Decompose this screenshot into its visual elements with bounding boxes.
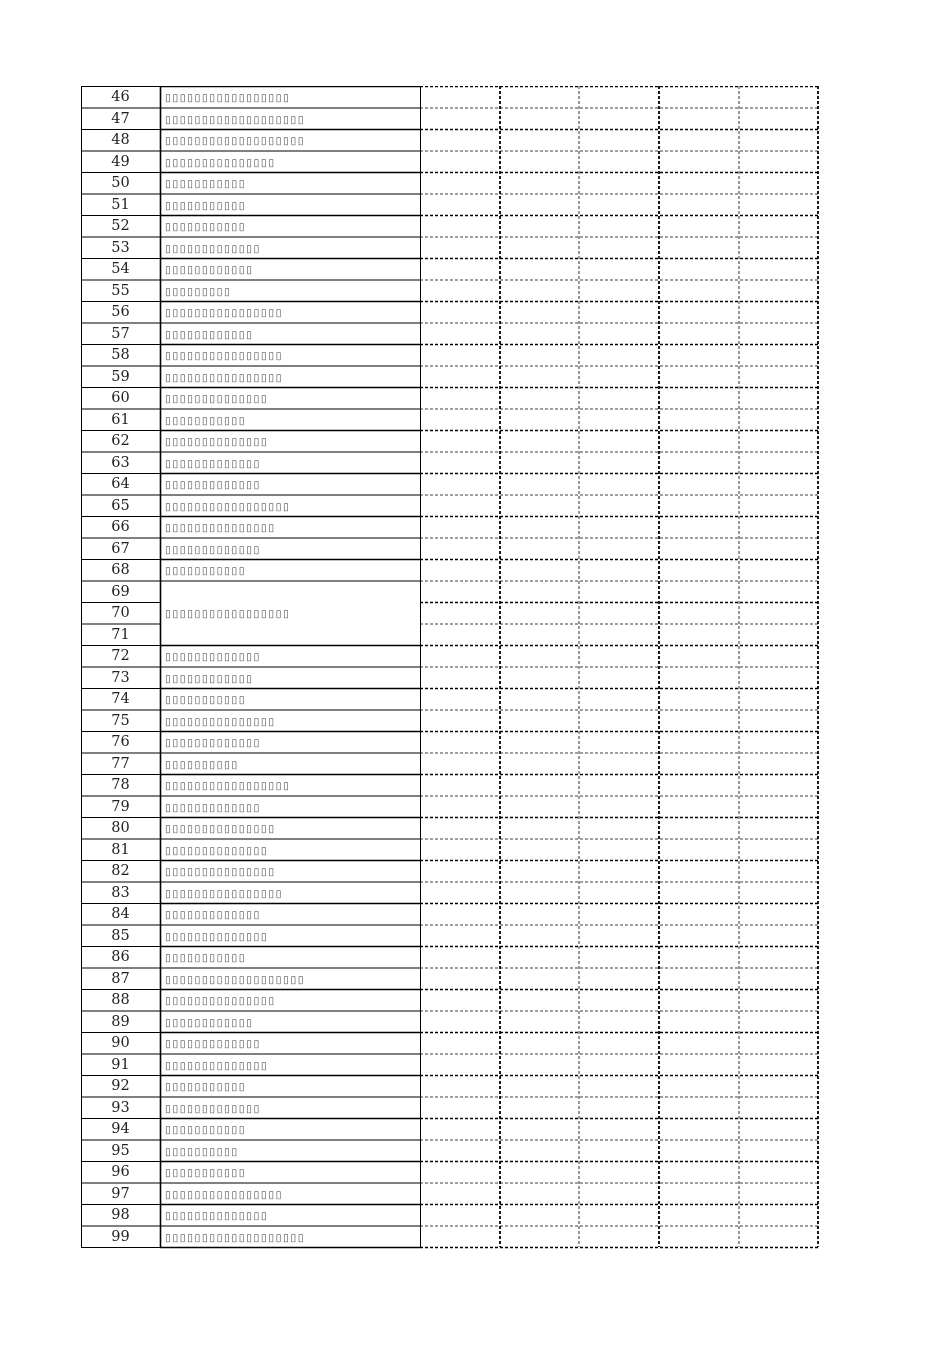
row-name: ▯▯▯▯▯▯▯▯▯▯▯▯▯ xyxy=(165,801,261,814)
table-row xyxy=(81,602,819,624)
table-row xyxy=(81,258,819,280)
table-row xyxy=(81,667,819,689)
row-number: 51 xyxy=(111,196,130,213)
table-row xyxy=(81,409,819,431)
row-number: 81 xyxy=(111,841,130,858)
row-number: 62 xyxy=(111,433,130,449)
table-row xyxy=(81,1054,819,1076)
table-row xyxy=(81,151,819,173)
table-row xyxy=(81,925,819,947)
row-name: ▯▯▯▯▯▯▯▯▯▯▯▯▯ xyxy=(165,242,261,255)
row-name: ▯▯▯▯▯▯▯▯▯▯▯▯ xyxy=(165,328,254,341)
table-row xyxy=(81,774,819,796)
row-number: 46 xyxy=(111,89,130,105)
row-number: 48 xyxy=(111,132,130,148)
table-row xyxy=(81,194,819,216)
row-name: ▯▯▯▯▯▯▯▯▯▯▯▯▯▯ xyxy=(165,930,269,943)
row-name: ▯▯▯▯▯▯▯▯▯▯▯▯▯ xyxy=(165,1038,261,1050)
row-number: 70 xyxy=(111,605,130,621)
table-row xyxy=(81,430,819,452)
table-row xyxy=(81,301,819,323)
table-row xyxy=(81,1226,819,1248)
table-row xyxy=(81,688,819,710)
row-number: 90 xyxy=(111,1035,130,1051)
row-number: 73 xyxy=(111,669,130,686)
row-name: ▯▯▯▯▯▯▯▯▯▯▯▯▯▯ xyxy=(165,844,269,857)
table-row xyxy=(81,538,819,560)
table-row xyxy=(81,710,819,732)
table-row xyxy=(81,323,819,345)
row-number: 58 xyxy=(111,347,130,363)
row-number: 53 xyxy=(111,239,130,256)
row-name: ▯▯▯▯▯▯▯▯▯▯▯ xyxy=(165,694,247,706)
row-number: 63 xyxy=(111,454,130,471)
row-number: 78 xyxy=(111,777,130,793)
row-name: ▯▯▯▯▯▯▯▯▯▯▯▯▯▯ xyxy=(165,436,269,448)
row-name: ▯▯▯▯▯▯▯▯▯▯▯▯▯ xyxy=(165,457,261,470)
row-number: 85 xyxy=(111,927,130,944)
row-number: 60 xyxy=(111,390,130,406)
table-row xyxy=(81,882,819,904)
row-name: ▯▯▯▯▯▯▯▯▯▯▯▯ xyxy=(165,264,254,276)
table-row xyxy=(81,1140,819,1162)
table-row xyxy=(81,1204,819,1226)
row-name: ▯▯▯▯▯▯▯▯▯▯▯▯▯▯▯▯▯▯▯ xyxy=(165,973,306,986)
row-name: ▯▯▯▯▯▯▯▯▯▯▯▯▯▯▯▯▯ xyxy=(165,780,291,792)
row-name: ▯▯▯▯▯▯▯▯▯▯ xyxy=(165,1145,239,1158)
row-name: ▯▯▯▯▯▯▯▯▯▯▯ xyxy=(165,414,247,427)
table-row xyxy=(81,1097,819,1119)
row-number: 79 xyxy=(111,798,130,815)
row-name: ▯▯▯▯▯▯▯▯▯▯▯▯▯▯▯ xyxy=(165,995,276,1007)
row-name: ▯▯▯▯▯▯▯▯▯▯▯ xyxy=(165,1124,247,1136)
row-name: ▯▯▯▯▯▯▯▯▯▯▯▯▯▯ xyxy=(165,1210,269,1222)
row-number: 56 xyxy=(111,304,130,320)
row-number: 95 xyxy=(111,1142,130,1159)
table-row xyxy=(81,129,819,151)
row-number: 96 xyxy=(111,1164,130,1180)
row-number: 94 xyxy=(111,1121,130,1137)
row-number: 74 xyxy=(111,691,130,707)
table-row xyxy=(81,796,819,818)
row-number: 50 xyxy=(111,175,130,191)
row-name: ▯▯▯▯▯▯▯▯▯ xyxy=(165,285,232,298)
row-name: ▯▯▯▯▯▯▯▯▯▯▯▯▯▯▯▯ xyxy=(165,350,284,362)
table-row xyxy=(81,731,819,753)
table-row xyxy=(81,516,819,538)
row-name: ▯▯▯▯▯▯▯▯▯▯▯ xyxy=(165,565,247,577)
row-name: ▯▯▯▯▯▯▯▯▯▯▯▯▯ xyxy=(165,909,261,921)
table-row xyxy=(81,1032,819,1054)
row-number: 89 xyxy=(111,1013,130,1030)
row-name: ▯▯▯▯▯▯▯▯▯▯▯▯▯ xyxy=(165,543,261,556)
row-name: ▯▯▯▯▯▯▯▯▯▯▯▯▯▯▯ xyxy=(165,866,276,878)
row-number: 66 xyxy=(111,519,130,535)
row-number: 83 xyxy=(111,884,130,901)
row-number: 80 xyxy=(111,820,130,836)
row-name: ▯▯▯▯▯▯▯▯▯▯▯▯▯▯▯▯▯ xyxy=(165,608,291,620)
table-row xyxy=(81,172,819,194)
row-number: 72 xyxy=(111,648,130,664)
row-name: ▯▯▯▯▯▯▯▯▯▯▯▯▯▯▯ xyxy=(165,823,276,835)
row-name: ▯▯▯▯▯▯▯▯▯▯▯▯▯ xyxy=(165,1102,261,1115)
row-name: ▯▯▯▯▯▯▯▯▯▯▯▯▯▯ xyxy=(165,393,269,405)
row-name: ▯▯▯▯▯▯▯▯▯▯▯▯▯▯▯ xyxy=(165,522,276,534)
row-name: ▯▯▯▯▯▯▯▯▯▯▯ xyxy=(165,178,247,190)
row-name: ▯▯▯▯▯▯▯▯▯▯▯▯▯▯▯▯ xyxy=(165,887,284,900)
row-number: 91 xyxy=(111,1056,130,1073)
table-row xyxy=(81,968,819,990)
row-number: 87 xyxy=(111,970,130,987)
row-name: ▯▯▯▯▯▯▯▯▯▯▯ xyxy=(165,952,247,964)
row-number: 92 xyxy=(111,1078,130,1094)
row-number: 93 xyxy=(111,1099,130,1116)
row-number: 75 xyxy=(111,712,130,729)
table-row xyxy=(81,1161,819,1183)
row-name: ▯▯▯▯▯▯▯▯▯▯▯ xyxy=(165,221,247,233)
table-row xyxy=(81,215,819,237)
table-row xyxy=(81,108,819,130)
table-row xyxy=(81,1118,819,1140)
table-row xyxy=(81,366,819,388)
row-name: ▯▯▯▯▯▯▯▯▯▯▯▯ xyxy=(165,1016,254,1029)
row-name: ▯▯▯▯▯▯▯▯▯▯▯▯▯▯▯▯▯ xyxy=(165,92,291,104)
row-name: ▯▯▯▯▯▯▯▯▯▯▯▯▯ xyxy=(165,479,261,491)
table-row xyxy=(81,860,819,882)
row-number: 54 xyxy=(111,261,130,277)
row-number: 47 xyxy=(111,110,130,127)
table-row xyxy=(81,1183,819,1205)
row-name: ▯▯▯▯▯▯▯▯▯▯▯▯▯▯▯▯ xyxy=(165,307,284,319)
table-row xyxy=(81,344,819,366)
table-row xyxy=(81,624,819,646)
row-name: ▯▯▯▯▯▯▯▯▯▯▯▯▯▯▯▯▯▯▯ xyxy=(165,113,306,126)
table-row xyxy=(81,817,819,839)
table-row xyxy=(81,86,819,108)
row-name: ▯▯▯▯▯▯▯▯▯▯▯▯▯▯▯▯ xyxy=(165,371,284,384)
row-name: ▯▯▯▯▯▯▯▯▯▯▯ xyxy=(165,199,247,212)
table-row xyxy=(81,903,819,925)
table-row xyxy=(81,946,819,968)
row-number: 68 xyxy=(111,562,130,578)
row-name: ▯▯▯▯▯▯▯▯▯▯▯▯▯ xyxy=(165,737,261,749)
row-number: 86 xyxy=(111,949,130,965)
row-name: ▯▯▯▯▯▯▯▯▯▯▯▯▯ xyxy=(165,651,261,663)
table-row xyxy=(81,473,819,495)
row-name: ▯▯▯▯▯▯▯▯▯▯ xyxy=(165,758,239,771)
row-number: 97 xyxy=(111,1185,130,1202)
row-number: 88 xyxy=(111,992,130,1008)
row-number: 65 xyxy=(111,497,130,514)
table-row xyxy=(81,280,819,302)
row-number: 77 xyxy=(111,755,130,772)
row-name: ▯▯▯▯▯▯▯▯▯▯▯▯▯▯▯▯▯ xyxy=(165,500,291,513)
table-row xyxy=(81,989,819,1011)
table-row xyxy=(81,387,819,409)
row-name: ▯▯▯▯▯▯▯▯▯▯▯▯▯▯▯ xyxy=(165,156,276,169)
row-number: 67 xyxy=(111,540,130,557)
row-name: ▯▯▯▯▯▯▯▯▯▯▯▯▯▯▯▯▯▯▯ xyxy=(165,135,306,147)
table-row xyxy=(81,1075,819,1097)
table-row xyxy=(81,839,819,861)
row-number: 55 xyxy=(111,282,130,299)
table-row xyxy=(81,1011,819,1033)
row-name: ▯▯▯▯▯▯▯▯▯▯▯▯▯▯▯ xyxy=(165,715,276,728)
row-number: 52 xyxy=(111,218,130,234)
table-row xyxy=(81,581,819,603)
row-number: 59 xyxy=(111,368,130,385)
row-number: 71 xyxy=(111,626,130,643)
row-number: 99 xyxy=(111,1228,130,1245)
row-number: 98 xyxy=(111,1207,130,1223)
row-number: 49 xyxy=(111,153,130,170)
table-row xyxy=(81,559,819,581)
table-row xyxy=(81,645,819,667)
table-row xyxy=(81,753,819,775)
row-name: ▯▯▯▯▯▯▯▯▯▯▯▯▯▯▯▯▯▯▯ xyxy=(165,1231,306,1244)
row-name: ▯▯▯▯▯▯▯▯▯▯▯▯▯▯▯▯ xyxy=(165,1188,284,1201)
row-name: ▯▯▯▯▯▯▯▯▯▯▯▯▯▯ xyxy=(165,1059,269,1072)
row-name: ▯▯▯▯▯▯▯▯▯▯▯▯ xyxy=(165,672,254,685)
row-number: 76 xyxy=(111,734,130,750)
table-row xyxy=(81,237,819,259)
row-number: 82 xyxy=(111,863,130,879)
row-name: ▯▯▯▯▯▯▯▯▯▯▯ xyxy=(165,1167,247,1179)
row-number: 64 xyxy=(111,476,130,492)
row-number: 69 xyxy=(111,583,130,600)
table-row xyxy=(81,495,819,517)
row-number: 61 xyxy=(111,411,130,428)
row-name: ▯▯▯▯▯▯▯▯▯▯▯ xyxy=(165,1081,247,1093)
row-number: 84 xyxy=(111,906,130,922)
table-row xyxy=(81,452,819,474)
row-number: 57 xyxy=(111,325,130,342)
